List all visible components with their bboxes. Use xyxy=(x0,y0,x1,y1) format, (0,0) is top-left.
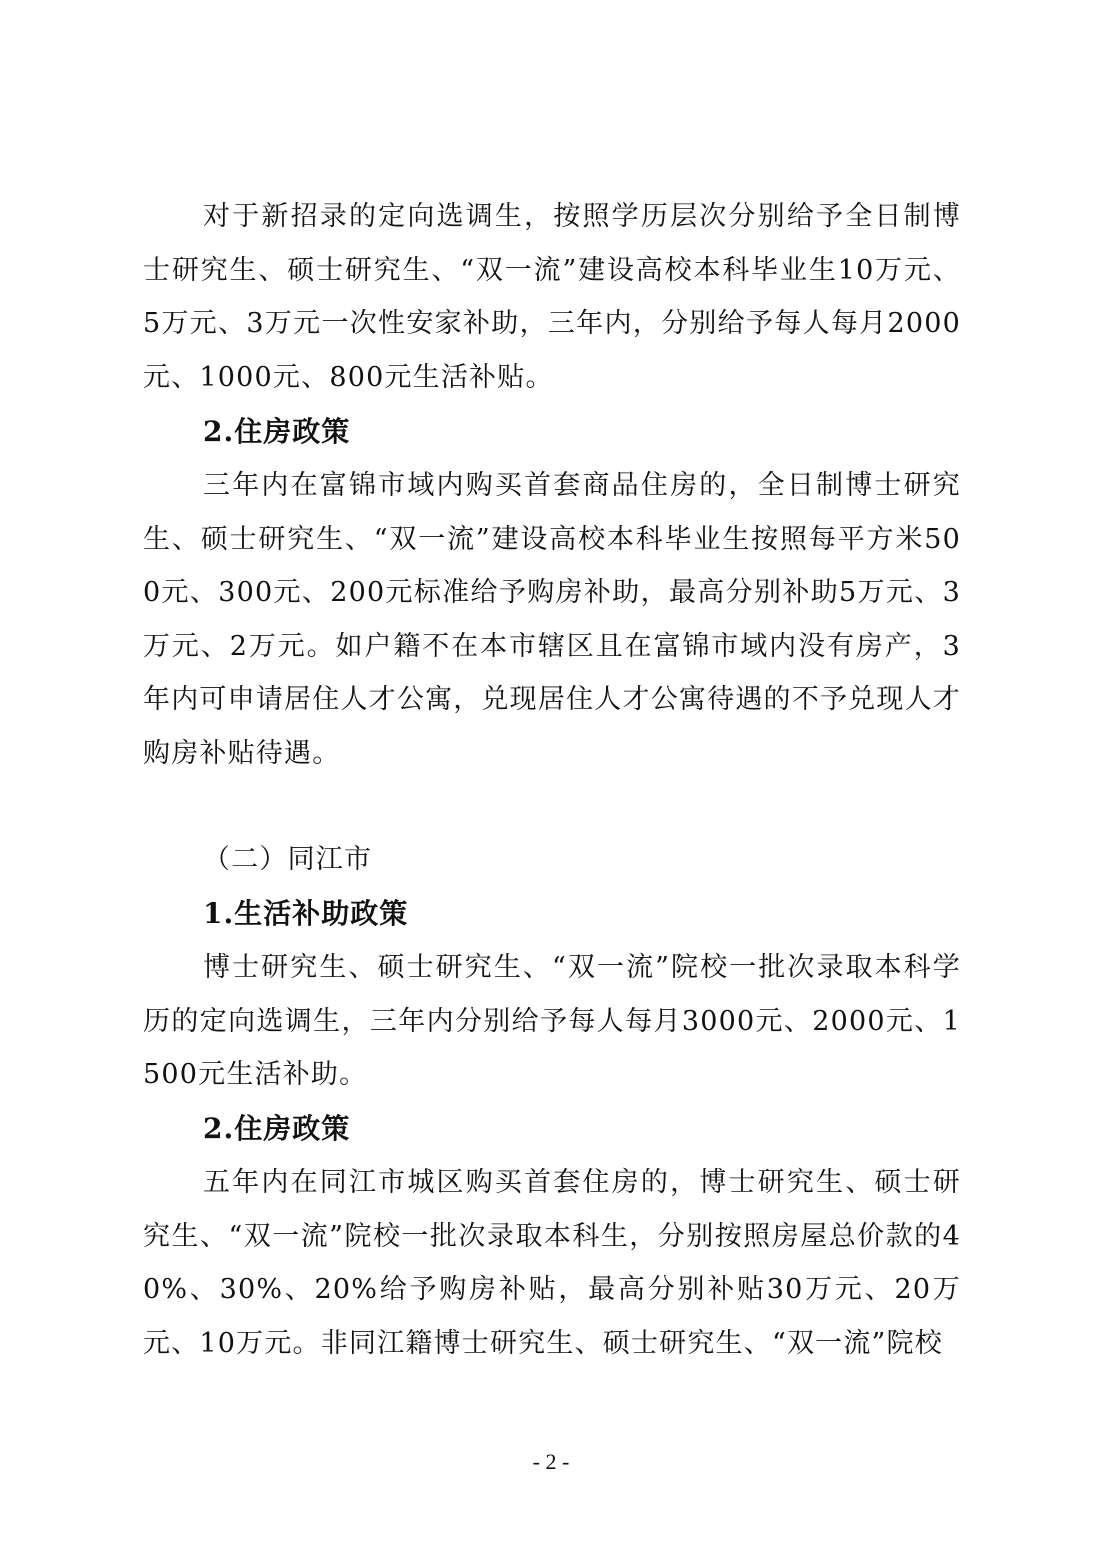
paragraph-selected-graduates-allowance: 对于新招录的定向选调生，按照学历层次分别给予全日制博士研究生、硕士研究生、“双一流”建设高校本科毕业生10万元、5万元、3万元一次性安家补助，三年内，分别给予每人每月2000元、1000元、800元生活补贴。 xyxy=(143,201,961,393)
paragraph-tongjiang-living-allowance: 博士研究生、硕士研究生、“双一流”院校一批次录取本科学历的定向选调生，三年内分别给予每人每月3000元、2000元、1500元生活补助。 xyxy=(143,952,961,1091)
section-heading-tongjiang: （二）同江市 xyxy=(203,844,373,875)
paragraph-fujin-housing-subsidy: 三年内在富锦市域内购买首套商品住房的，全日制博士研究生、硕士研究生、“双一流”建设高校本科毕业生按照每平方米500元、300元、200元标准给予购房补助，最高分别补助5万元、3万元、2万元。如户籍不在本市辖区且在富锦市域内没有房产，3年内可申请居住人才公寓，兑现居住人才公寓待遇的不予兑现人才购房补贴待遇。 xyxy=(143,470,961,769)
paragraph-tongjiang-housing-subsidy: 五年内在同江市城区购买首套住房的，博士研究生、硕士研究生、“双一流”院校一批次录取本科生，分别按照房屋总价款的40%、30%、20%给予购房补贴，最高分别补贴30万元、20万元、10万元。非同江籍博士研究生、硕士研究生、“双一流”院校 xyxy=(143,1167,961,1359)
heading-housing-policy-tongjiang: 2.住房政策 xyxy=(203,1112,351,1145)
heading-housing-policy-fujin: 2.住房政策 xyxy=(203,415,351,448)
heading-living-allowance-policy: 1.生活补助政策 xyxy=(203,897,409,930)
page-number: - 2 - xyxy=(532,1449,570,1474)
